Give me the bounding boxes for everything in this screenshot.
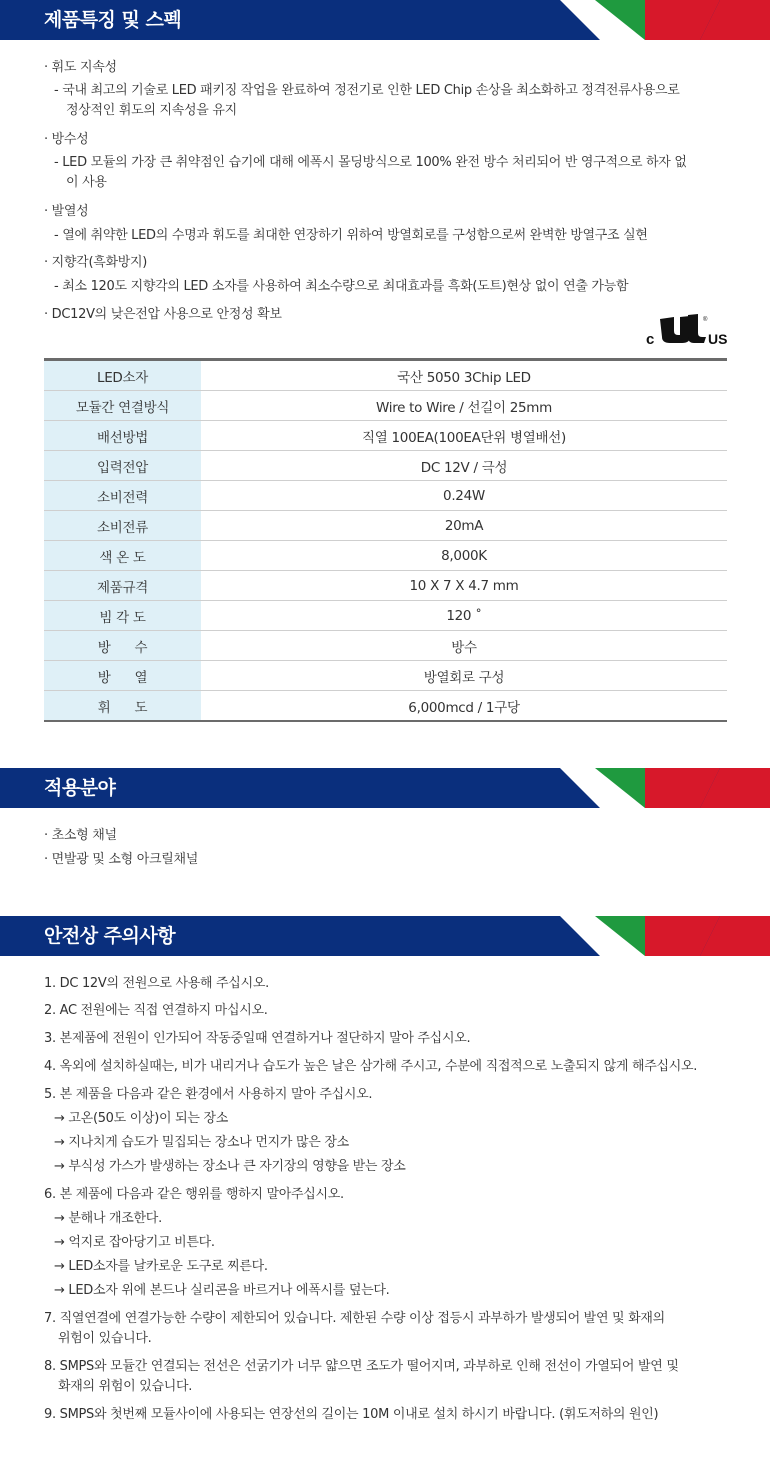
safety-note-3: 3. 본제품에 전원이 인가되어 작동중일때 연결하거나 절단하지 말아 주십시오. xyxy=(44,1031,471,1046)
safety-note-6-sub-2: → 억지로 잡아당기고 비튼다. xyxy=(54,1235,215,1250)
spec-key: 소비전력 xyxy=(44,481,201,511)
safety-note-6: 6. 본 제품에 다음과 같은 행위를 행하지 말아주십시오. xyxy=(44,1187,344,1202)
safety-note-8: 8. SMPS와 모듈간 연결되는 전선은 선굵기가 너무 얇으면 조도가 떨어지며, 과부하로 인해 전선이 가열되어 발연 및 xyxy=(44,1359,679,1374)
safety-banner xyxy=(0,916,770,956)
spec-value: 직열 100EA(100EA단위 병열배선) xyxy=(201,421,727,451)
safety-note-5-sub-1: → 고온(50도 이상)이 되는 장소 xyxy=(54,1111,228,1126)
spec-key: 색 온 도 xyxy=(44,541,201,571)
spec-table xyxy=(44,358,727,722)
feature-desc-4: - 최소 120도 지향각의 LED 소자를 사용하여 최소수량으로 최대효과를 흑화(도트)현상 없이 연출 가능함 xyxy=(54,279,629,294)
application-item-1: · 초소형 채널 xyxy=(44,828,117,843)
ul-recognized-logo xyxy=(644,313,730,351)
spec-value: DC 12V / 극성 xyxy=(201,451,727,481)
spec-key: 모듈간 연결방식 xyxy=(44,391,201,421)
safety-note-1: 1. DC 12V의 전원으로 사용해 주십시오. xyxy=(44,976,269,991)
safety-note-6-sub-3: → LED소자를 날카로운 도구로 찌른다. xyxy=(54,1259,268,1274)
spec-key: 방 열 xyxy=(44,661,201,691)
feature-head-3: · 발열성 xyxy=(44,204,89,219)
features-banner xyxy=(0,0,770,40)
spec-key: LED소자 xyxy=(44,360,201,391)
safety-note-6-sub-1: → 분해나 개조한다. xyxy=(54,1211,162,1226)
spec-row xyxy=(44,631,727,661)
feature-desc-3: - 열에 취약한 LED의 수명과 휘도를 최대한 연장하기 위하여 방열회로를 구성함으로써 완벽한 방열구조 실현 xyxy=(54,228,648,243)
spec-value: 10 X 7 X 4.7 mm xyxy=(201,571,727,601)
safety-note-2: 2. AC 전원에는 직접 연결하지 마십시오. xyxy=(44,1003,268,1018)
safety-note-8-cont: 화재의 위험이 있습니다. xyxy=(58,1379,193,1394)
features-title: 제품특징 및 스펙 xyxy=(44,9,182,31)
spec-key: 소비전류 xyxy=(44,511,201,541)
spec-row xyxy=(44,421,727,451)
safety-note-7-cont: 위험이 있습니다. xyxy=(58,1331,152,1346)
spec-key: 휘 도 xyxy=(44,691,201,722)
spec-row xyxy=(44,571,727,601)
ul-c-mark: c xyxy=(646,331,655,347)
spec-value: Wire to Wire / 선길이 25mm xyxy=(201,391,727,421)
feature-head-2: · 방수성 xyxy=(44,132,89,147)
safety-note-5-sub-2: → 지나치게 습도가 밀집되는 장소나 먼지가 많은 장소 xyxy=(54,1135,349,1150)
spec-key: 제품규격 xyxy=(44,571,201,601)
spec-value: 120 ˚ xyxy=(201,601,727,631)
spec-key: 입력전압 xyxy=(44,451,201,481)
applications-banner xyxy=(0,768,770,808)
safety-note-5: 5. 본 제품을 다음과 같은 환경에서 사용하지 말아 주십시오. xyxy=(44,1087,373,1102)
spec-row xyxy=(44,511,727,541)
spec-row xyxy=(44,391,727,421)
svg-text:®: ® xyxy=(703,317,708,323)
feature-desc-2: - LED 모듈의 가장 큰 취약점인 습기에 대해 에폭시 몰딩방식으로 100% 완전 방수 처리되어 반 영구적으로 하자 없이 사용 xyxy=(54,155,687,190)
banner-stripe-graphic xyxy=(0,768,770,808)
spec-value: 8,000K xyxy=(201,541,727,571)
spec-row xyxy=(44,451,727,481)
safety-note-5-sub-3: → 부식성 가스가 발생하는 장소나 큰 자기장의 영향을 받는 장소 xyxy=(54,1159,406,1174)
feature-head-4: · 지향각(흑화방지) xyxy=(44,255,148,270)
spec-value: 방열회로 구성 xyxy=(201,661,727,691)
spec-key: 배선방법 xyxy=(44,421,201,451)
spec-key: 빔 각 도 xyxy=(44,601,201,631)
feature-head-5: · DC12V의 낮은전압 사용으로 안정성 확보 xyxy=(44,307,282,322)
ul-us-mark: US xyxy=(708,331,728,347)
spec-value: 6,000mcd / 1구당 xyxy=(408,699,520,716)
safety-note-6-sub-4: → LED소자 위에 본드나 실리콘을 바르거나 에폭시를 덮는다. xyxy=(54,1283,390,1298)
safety-title: 안전상 주의사항 xyxy=(44,925,176,947)
spec-value: 20mA xyxy=(201,511,727,541)
spec-row xyxy=(44,360,727,391)
spec-row xyxy=(44,481,727,511)
feature-head-1: · 휘도 지속성 xyxy=(44,60,117,75)
safety-note-7: 7. 직열연결에 연결가능한 수량이 제한되어 있습니다. 제한된 수량 이상 접등시 과부하가 발생되어 발연 및 화재의 xyxy=(44,1311,665,1326)
safety-note-4: 4. 옥외에 설치하실때는, 비가 내리거나 습도가 높은 날은 삼가해 주시고, 수분에 직접적으로 노출되지 않게 해주십시오. xyxy=(44,1059,698,1074)
spec-row xyxy=(44,661,727,691)
spec-row xyxy=(44,601,727,631)
spec-row xyxy=(44,691,727,722)
spec-value: 방수 xyxy=(201,631,727,661)
spec-key: 방 수 xyxy=(44,631,201,661)
application-item-2: · 면발광 및 소형 아크릴채널 xyxy=(44,852,198,867)
spec-value: 국산 5050 3Chip LED xyxy=(201,360,727,391)
applications-title: 적용분야 xyxy=(44,777,116,799)
spec-value: 0.24W xyxy=(201,481,727,511)
spec-row xyxy=(44,541,727,571)
safety-note-9: 9. SMPS와 첫번째 모듈사이에 사용되는 연장선의 길이는 10M 이내로 설치 하시기 바랍니다. (휘도저하의 원인) xyxy=(44,1407,659,1422)
feature-desc-1: - 국내 최고의 기술로 LED 패키징 작업을 완료하여 정전기로 인한 LED Chip 손상을 최소화하고 정격전류사용으로 정상적인 휘도의 지속성을 유지 xyxy=(54,83,680,118)
